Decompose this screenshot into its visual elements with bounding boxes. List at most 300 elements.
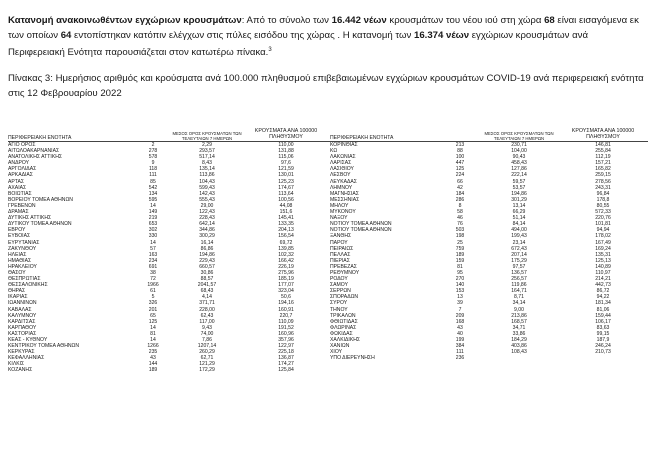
cell-region: ΛΗΜΝΟΥ — [330, 184, 353, 191]
cell-count: 43 — [150, 355, 156, 362]
cell-rate: 160,96 — [278, 330, 294, 337]
header-avg: ΜΕΣΟΣ ΟΡΟΣ ΚΡΟΥΣΜΑΤΩΝ ΤΩΝ ΤΕΛΕΥΤΑΙΩΝ 7 ΗΜΕΡΩΝ — [172, 131, 242, 141]
cell-avg — [480, 355, 558, 361]
cell-count: 88 — [457, 148, 463, 155]
cell-region: ΑΓΙΟ ΟΡΟΣ — [8, 142, 36, 148]
header-rate: ΚΡΟΥΣΜΑΤΑ ΑΝΑ 100000 ΠΛΗΘΥΣΜΟΥ — [254, 128, 318, 141]
cell-count: 153 — [455, 288, 465, 295]
cell-rate: 165,82 — [595, 166, 611, 173]
cell-region: ΑΡΓΟΛΙΔΑΣ — [8, 166, 37, 173]
cell-region: ΚΕΝΤΡΙΚΟΥ ΤΟΜΕΑ ΑΘΗΝΩΝ — [8, 343, 80, 350]
cell-rate: 226,19 — [278, 263, 294, 270]
cell-count: 125 — [455, 166, 465, 173]
cell-rate: 133,35 — [278, 221, 294, 228]
cell-count: 43 — [457, 324, 463, 331]
cell-region: ΦΛΩΡΙΝΑΣ — [330, 324, 357, 331]
cell-region: ΔΡΑΜΑΣ — [8, 209, 29, 216]
cell-rate: 110,97 — [595, 269, 611, 276]
cell-rate: 178,02 — [595, 233, 611, 240]
cell-count: 201 — [148, 306, 158, 313]
cell-avg: 127,86 — [511, 166, 527, 173]
cell-region: ΤΗΝΟΥ — [330, 306, 348, 313]
cell-count: 57 — [150, 245, 156, 252]
cell-avg: 29,00 — [200, 202, 214, 209]
cell-rate: 69,72 — [279, 239, 293, 246]
cell-region: ΚΑΡΠΑΘΟΥ — [8, 324, 37, 331]
cell-avg: 90,43 — [512, 154, 526, 161]
cell-rate: 177,07 — [278, 282, 294, 289]
table-body-left — [8, 142, 330, 374]
cell-region: ΔΥΤΙΚΟΥ ΤΟΜΕΑ ΑΘΗΝΩΝ — [8, 221, 72, 228]
cell-rate: 130,01 — [278, 172, 294, 179]
cell-rate: 160,91 — [278, 306, 294, 313]
cell-region: ΣΑΜΟΥ — [330, 282, 348, 289]
cell-region: ΜΥΚΟΝΟΥ — [330, 209, 356, 216]
intro-heading: Κατανομή ανακοινωθέντων εγχώριων κρουσμάτων — [8, 15, 242, 26]
cell-region: ΚΑΡΔΙΤΣΑΣ — [8, 318, 36, 325]
cell-region: ΡΕΘΥΜΝΟΥ — [330, 269, 360, 276]
cell-region: ΚΟΖΑΝΗΣ — [8, 367, 33, 374]
cell-region: ΠΙΕΡΙΑΣ — [330, 257, 350, 264]
cell-region: ΛΑΣΙΘΙΟΥ — [330, 166, 354, 173]
cell-rate: 81,06 — [596, 306, 610, 313]
cell-region: ΑΝΑΤΟΛΙΚΗΣ ΑΤΤΙΚΗΣ — [8, 154, 63, 161]
cell-region: ΙΚΑΡΙΑΣ — [8, 294, 28, 301]
cell-count: 134 — [148, 190, 158, 197]
cell-count: 578 — [148, 154, 158, 161]
cell-count: 13 — [457, 294, 463, 301]
cell-count: 14 — [150, 202, 156, 209]
cell-region: ΚΟΡΙΝΘΙΑΣ — [330, 142, 358, 148]
cell-count: 595 — [148, 196, 158, 203]
cell-rate: 151,6 — [279, 209, 293, 216]
cell-region: ΘΑΣΟΥ — [8, 269, 26, 276]
total-new-cases: 16.442 νέων — [331, 15, 387, 26]
cell-count: 46 — [457, 215, 463, 222]
cell-count: 286 — [455, 196, 465, 203]
cell-avg: 142,43 — [199, 190, 215, 197]
cell-avg: 293,57 — [199, 148, 215, 155]
cell-rate: 96,84 — [596, 190, 610, 197]
cell-rate: 101,81 — [595, 221, 611, 228]
header-count — [440, 128, 480, 142]
border-check-count: 64 — [60, 30, 72, 41]
cell-avg: 30,86 — [200, 269, 214, 276]
cell-avg: 229,43 — [199, 257, 215, 264]
cell-rate: 187,9 — [596, 337, 610, 343]
cell-avg: 59,57 — [512, 178, 526, 185]
cell-rate: 100,56 — [278, 196, 294, 203]
cell-region: ΚΕΦΑΛΛΗΝΙΑΣ — [8, 355, 45, 362]
cell-avg: 168,57 — [511, 318, 527, 325]
header-region: ΠΕΡΙΦΕΡΕΙΑΚΗ ΕΝΟΤΗΤΑ — [330, 134, 394, 141]
cell-avg: 68,43 — [200, 288, 214, 295]
cell-rate: 44,08 — [279, 202, 293, 209]
cell-region: ΦΩΚΙΔΑΣ — [330, 330, 353, 337]
table-row — [330, 355, 648, 361]
cell-avg: 33,86 — [512, 330, 526, 337]
imported-count: 68 — [544, 15, 555, 26]
cell-avg: 66,29 — [512, 209, 526, 216]
cell-count: 1266 — [147, 343, 159, 350]
cell-rate: 122,97 — [278, 343, 294, 350]
cell-avg: 256,57 — [511, 276, 527, 283]
cell-region: ΚΕΡΚΥΡΑΣ — [8, 349, 35, 356]
cell-avg: 494,00 — [511, 227, 527, 234]
cell-region: ΚΙΛΚΙΣ — [8, 361, 25, 368]
cell-avg: 62,43 — [200, 312, 214, 319]
cell-region: ΧΑΛΚΙΔΙΚΗΣ — [330, 337, 361, 343]
cell-count: 2 — [151, 142, 155, 148]
cell-rate: 125,23 — [278, 178, 294, 185]
cell-region: ΕΥΡΥΤΑΝΙΑΣ — [8, 239, 40, 246]
cell-avg: 660,57 — [199, 263, 215, 270]
cell-rate: 225,18 — [278, 349, 294, 356]
cell-rate: 246,24 — [595, 343, 611, 350]
cell-region: ΝΟΤΙΟΥ ΤΟΜΕΑ ΑΘΗΝΩΝ — [330, 221, 392, 228]
cell-rate: 275,96 — [278, 269, 294, 276]
table-row — [8, 367, 330, 373]
cell-avg: 62,71 — [200, 355, 214, 362]
cell-avg: 164,71 — [511, 288, 527, 295]
cell-count: 691 — [148, 263, 158, 270]
cell-rate: 125,84 — [278, 367, 294, 374]
cell-region: ΝΟΤΙΟΥ ΤΟΜΕΑ ΑΘΗΝΩΝ — [330, 227, 392, 234]
cell-rate: 131,88 — [278, 148, 294, 155]
cell-rate: 243,31 — [595, 184, 611, 191]
cell-rate: 210,73 — [595, 349, 611, 356]
header-rate: ΚΡΟΥΣΜΑΤΑ ΑΝΑ 100000 ΠΛΗΘΥΣΜΟΥ — [571, 128, 635, 141]
cell-rate: 94,22 — [596, 294, 610, 301]
cell-avg: 88,57 — [200, 276, 214, 283]
cell-count: 81 — [150, 330, 156, 337]
cell-avg: 84,14 — [512, 221, 526, 228]
cell-avg: 104,43 — [199, 178, 215, 185]
table-header-row — [330, 128, 648, 142]
cell-region: ΙΩΑΝΝΙΝΩΝ — [8, 300, 37, 307]
cell-region: ΥΠΟ ΔΙΕΡΕΥΝΗΣΗ — [330, 355, 375, 362]
cell-avg: 51,14 — [512, 215, 526, 222]
cell-avg: 300,29 — [199, 233, 215, 240]
cell-avg: 371,71 — [199, 300, 215, 307]
cell-count: 65 — [150, 312, 156, 319]
cell-avg: 260,29 — [199, 349, 215, 356]
cell-avg: 642,14 — [199, 221, 215, 228]
table-row — [330, 142, 648, 149]
cell-count: 95 — [457, 269, 463, 276]
cell-count: 326 — [148, 300, 158, 307]
table-header-row — [8, 128, 330, 142]
cell-count: 14 — [150, 324, 156, 331]
cell-region: ΠΕΙΡΑΙΩΣ — [330, 245, 354, 252]
cell-avg: 1207,14 — [197, 343, 217, 350]
cell-avg: 34,14 — [512, 300, 526, 307]
cell-count: 653 — [148, 221, 158, 228]
cell-avg: 517,14 — [199, 154, 215, 161]
cell-region: ΚΑΣΤΟΡΙΑΣ — [8, 330, 37, 337]
cell-avg: 108,43 — [511, 349, 527, 356]
cell-count: 234 — [148, 257, 158, 264]
cell-avg: 9,00 — [514, 306, 524, 313]
cell-avg: 122,43 — [199, 209, 215, 216]
cell-count: 1966 — [147, 282, 159, 289]
cell-region: ΒΟΙΩΤΙΑΣ — [8, 190, 32, 197]
cell-region: ΔΥΤΙΚΗΣ ΑΤΤΙΚΗΣ — [8, 215, 52, 222]
cell-count: 8 — [458, 202, 462, 209]
cell-count: 503 — [455, 227, 465, 234]
cell-rate: 278,56 — [595, 178, 611, 185]
footnote-marker: 3 — [268, 47, 272, 53]
cell-rate: 139,85 — [278, 245, 294, 252]
cell-region: ΣΠΟΡΑΔΩΝ — [330, 294, 359, 301]
cell-region: ΗΡΑΚΛΕΙΟΥ — [8, 263, 37, 270]
cell-avg: 119,86 — [511, 282, 527, 289]
cell-avg: 184,29 — [511, 337, 527, 343]
cell-count: 144 — [148, 361, 158, 368]
cell-count: 198 — [455, 233, 465, 240]
cell-avg: 672,43 — [511, 245, 527, 252]
cell-count: 125 — [148, 318, 158, 325]
cases-table-right — [330, 128, 648, 361]
cell-count: 447 — [455, 160, 465, 167]
cell-rate: 572,33 — [595, 209, 611, 216]
cell-region: ΠΑΡΟΥ — [330, 239, 348, 246]
cell-rate: 115,06 — [278, 154, 294, 161]
cell-rate: 194,16 — [278, 300, 294, 307]
cell-rate: 106,17 — [595, 318, 611, 325]
cell-region: ΚΕΑΣ - ΚΥΘΝΟΥ — [8, 337, 48, 343]
cell-avg: 301,29 — [511, 196, 527, 203]
cell-rate: 220,76 — [595, 215, 611, 222]
cell-count: 85 — [150, 178, 156, 185]
cell-avg: 213,86 — [511, 312, 527, 319]
cell-region: ΠΡΕΒΕΖΑΣ — [330, 263, 357, 270]
cell-region: ΘΕΣΠΡΩΤΙΑΣ — [8, 276, 41, 283]
cell-avg: 230,71 — [511, 142, 527, 148]
cell-count: 189 — [148, 367, 158, 374]
cell-avg: 403,86 — [511, 343, 527, 350]
cell-rate: 174,67 — [278, 184, 294, 191]
cell-rate: 166,42 — [278, 257, 294, 264]
cell-count: 213 — [455, 142, 465, 148]
cell-region: ΡΟΔΟΥ — [330, 276, 348, 283]
cell-region: ΓΡΕΒΕΝΩΝ — [8, 202, 36, 209]
cell-rate: 125,13 — [595, 257, 611, 264]
cell-avg: 8,71 — [514, 294, 524, 301]
cell-count: 330 — [148, 233, 158, 240]
cell-region: ΜΗΛΟΥ — [330, 202, 349, 209]
cell-rate: 121,59 — [278, 166, 294, 173]
cell-region: ΛΑΚΩΝΙΑΣ — [330, 154, 356, 161]
cell-rate: 146,81 — [595, 142, 611, 148]
cell-rate: 157,21 — [595, 160, 611, 167]
cell-avg: 194,86 — [511, 190, 527, 197]
cell-count: 72 — [150, 276, 156, 283]
cell-region: ΛΕΥΚΑΔΑΣ — [330, 178, 357, 185]
cell-count: 140 — [455, 282, 465, 289]
cell-avg: 228,43 — [199, 215, 215, 222]
cell-region: ΑΡΚΑΔΙΑΣ — [8, 172, 33, 179]
cell-region: ΚΑΒΑΛΑΣ — [8, 306, 32, 313]
cell-region: ΗΜΑΘΙΑΣ — [8, 257, 32, 264]
cell-count: 209 — [455, 312, 465, 319]
cell-region: ΜΕΣΣΗΝΙΑΣ — [330, 196, 360, 203]
cell-avg: 121,29 — [199, 361, 215, 368]
cell-count: 111 — [149, 172, 157, 179]
cell-region: ΛΕΣΒΟΥ — [330, 172, 351, 179]
cell-rate: 174,27 — [278, 361, 294, 368]
cell-count: 14 — [150, 337, 156, 343]
cell-avg: 16,14 — [200, 239, 214, 246]
cell-rate: 135,31 — [595, 251, 611, 258]
cell-region: ΜΑΓΝΗΣΙΑΣ — [330, 190, 359, 197]
cell-avg: 9,43 — [202, 324, 212, 331]
cell-rate: 214,21 — [595, 276, 611, 283]
cell-rate: 99,15 — [596, 330, 610, 337]
cell-rate: 86,72 — [596, 288, 610, 295]
cell-count: 7 — [458, 306, 462, 313]
cell-region: ΕΥΒΟΙΑΣ — [8, 233, 31, 240]
cell-avg: 97,57 — [512, 263, 526, 270]
cell-count: 100 — [455, 154, 465, 161]
cell-rate — [558, 355, 648, 361]
cell-rate: 80,55 — [596, 202, 610, 209]
intro-text-1: : Από το σύνολο των — [241, 15, 332, 26]
cell-region: ΚΩ — [330, 148, 338, 155]
cell-region: ΤΡΙΚΑΛΩΝ — [330, 312, 356, 319]
cell-count: 66 — [457, 178, 463, 185]
cell-avg: 13,14 — [512, 202, 526, 209]
cell-count: 5 — [151, 294, 155, 301]
cell-count: 278 — [148, 148, 158, 155]
cell-avg: 4,14 — [202, 294, 212, 301]
cell-rate: 259,15 — [595, 172, 611, 179]
cell-rate: 178,8 — [596, 196, 610, 203]
local-new-cases: 16.374 νέων — [413, 30, 470, 41]
cell-rate: 357,96 — [278, 337, 294, 343]
cell-avg: 136,57 — [511, 269, 527, 276]
cell-rate: 83,63 — [596, 324, 610, 331]
cell-rate: 110,00 — [278, 142, 294, 148]
cell-count: 189 — [455, 251, 465, 258]
cell-avg: 8,43 — [202, 160, 212, 167]
cell-avg: 228,00 — [199, 306, 215, 313]
cell-count: 163 — [148, 251, 158, 258]
cell-count: 542 — [148, 184, 158, 191]
intro-paragraph — [8, 13, 644, 60]
cell-avg: 194,86 — [199, 251, 215, 258]
cell-count: 38 — [150, 269, 156, 276]
cell-region: ΝΑΞΟΥ — [330, 215, 348, 222]
cell-rate: 204,13 — [278, 227, 294, 234]
cell-count: 149 — [148, 209, 158, 216]
cell-count: 219 — [148, 215, 158, 222]
cell-avg: 117,00 — [199, 318, 215, 325]
cell-count: 199 — [455, 337, 465, 343]
cell-rate: 181,34 — [595, 300, 611, 307]
cell-count: 42 — [457, 184, 463, 191]
cell-count: 39 — [457, 300, 463, 307]
cell-avg: 599,43 — [199, 184, 215, 191]
cell-region: ΑΡΤΑΣ — [8, 178, 25, 185]
cell-count: 40 — [457, 330, 463, 337]
cell-rate: 110,09 — [278, 318, 294, 325]
cell-region: ΑΧΑΪΑΣ — [8, 184, 27, 191]
cell-avg: 113,86 — [199, 172, 215, 179]
cell-avg: 23,14 — [512, 239, 526, 246]
cell-avg: 86,86 — [200, 245, 214, 252]
cell-rate: 323,04 — [278, 288, 294, 295]
cell-rate: 159,44 — [595, 312, 611, 319]
cell-region: ΠΕΛΛΑΣ — [330, 251, 351, 258]
table-caption: Πίνακας 3: Ημερήσιος αριθμός και κρούσματα ανά 100.000 πληθυσμού επιβεβαιωμένων εγχώριων κρουσμάτων COVID-19 ανά περιφερειακή ενότητα στις 12 Φεβρουαρίου 2022 — [8, 73, 644, 99]
cell-count: 159 — [455, 257, 465, 264]
cell-avg: 207,14 — [511, 251, 527, 258]
cell-rate: 113,64 — [278, 190, 294, 197]
cell-count: 58 — [457, 209, 463, 216]
cell-avg: 458,43 — [511, 160, 527, 167]
cell-rate: 112,19 — [595, 154, 611, 161]
cell-avg: 555,43 — [199, 196, 215, 203]
cell-count: 111 — [456, 349, 464, 356]
cell-rate: 255,84 — [595, 148, 611, 155]
cell-rate: 220,7 — [279, 312, 293, 319]
cell-region: ΧΙΟΥ — [330, 349, 343, 356]
cell-avg: 2,29 — [202, 142, 212, 148]
cell-avg: 222,14 — [511, 172, 527, 179]
cell-count: 384 — [455, 343, 465, 350]
cell-avg: 53,57 — [512, 184, 526, 191]
intro-text-5: εγχώριων κρουσμάτων ανά Περιφερειακή Ενότητα παρουσιάζεται στον κατωτέρω πίνακα. — [8, 30, 588, 59]
cell-rate: 167,49 — [595, 239, 611, 246]
cell-count: 224 — [455, 172, 465, 179]
cell-region: ΒΟΡΕΙΟΥ ΤΟΜΕΑ ΑΘΗΝΩΝ — [8, 196, 73, 203]
cell-count: 759 — [455, 245, 465, 252]
cell-region: ΖΑΚΥΝΘΟΥ — [8, 245, 37, 252]
cell-rate: 50,6 — [281, 294, 291, 301]
cell-avg: 135,14 — [199, 166, 215, 173]
cell-rate: 102,32 — [278, 251, 294, 258]
intro-text-4: εντοπίστηκαν κατόπιν ελέγχων στις πύλες εισόδου της χώρας . Η κατανομή των — [71, 30, 414, 41]
cases-table-left — [8, 128, 330, 374]
cell-rate: 97,6 — [281, 160, 291, 167]
cell-count: 235 — [148, 349, 158, 356]
cell-rate: 191,52 — [278, 324, 294, 331]
cell-rate: 140,89 — [595, 263, 611, 270]
cell-count: 118 — [148, 166, 158, 173]
cell-region: ΘΗΡΑΣ — [8, 288, 26, 295]
cell-count: 9 — [151, 160, 155, 167]
cell-region: ΞΑΝΘΗΣ — [330, 233, 352, 240]
cell-avg: 172,29 — [199, 367, 215, 374]
cell-avg: 175,29 — [511, 257, 527, 264]
cell-avg: 7,86 — [202, 337, 212, 343]
cell-avg: 34,71 — [512, 324, 526, 331]
cell-region: ΘΕΣΣΑΛΟΝΙΚΗΣ — [8, 282, 48, 289]
cell-count: 168 — [455, 318, 465, 325]
cell-count: 302 — [148, 227, 158, 234]
table-row — [8, 142, 330, 149]
cell-rate: 145,41 — [278, 215, 294, 222]
cell-count: 184 — [455, 190, 465, 197]
cell-rate: 442,73 — [595, 282, 611, 289]
table-body-right — [330, 142, 648, 362]
cell-region: ΚΑΛΥΜΝΟΥ — [8, 312, 37, 319]
cell-region: ΣΕΡΡΩΝ — [330, 288, 351, 295]
cell-region: ΧΑΝΙΩΝ — [330, 343, 350, 350]
cell-region: ΦΘΙΩΤΙΔΑΣ — [330, 318, 358, 325]
cell-count: 236 — [455, 355, 465, 362]
